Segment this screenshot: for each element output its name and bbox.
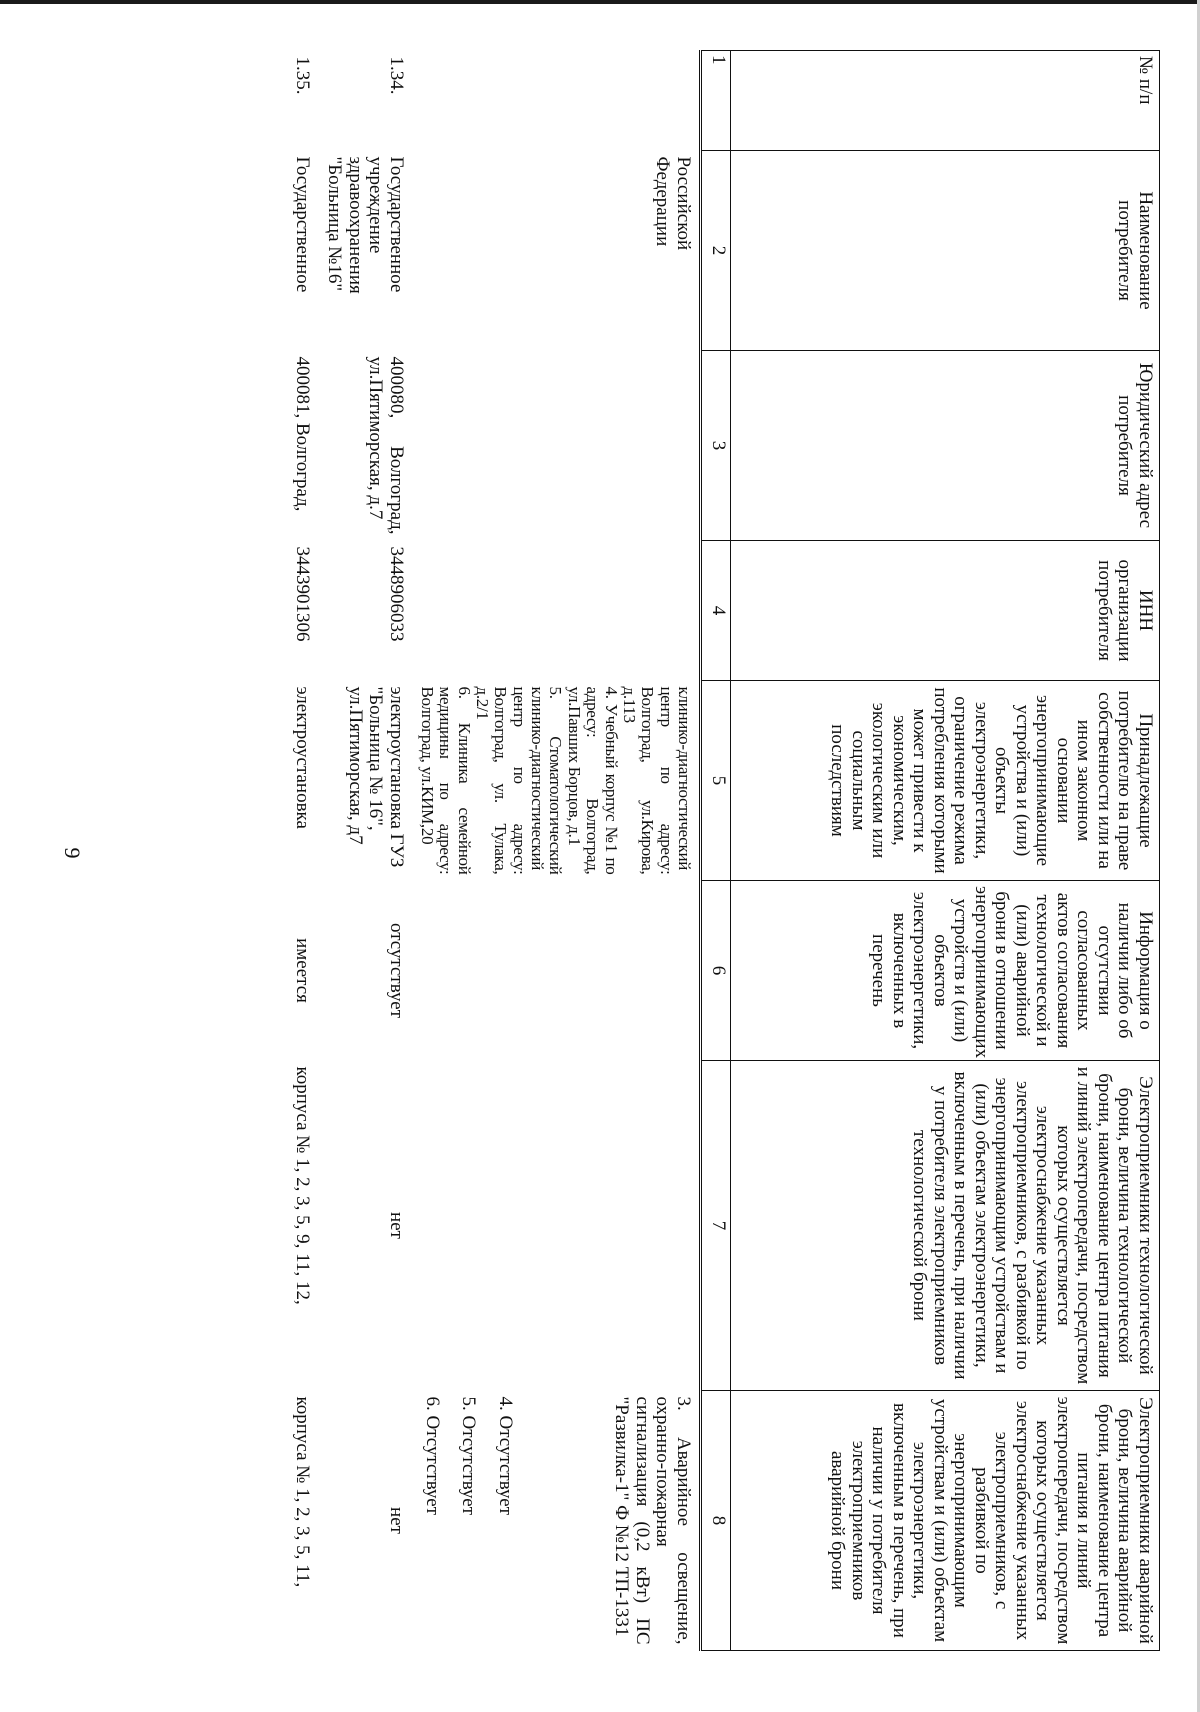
consumer-address: 400081, Волгоград, bbox=[291, 356, 313, 512]
tech-reserve-cell: нет bbox=[385, 1212, 407, 1239]
emergency-item: 6. Отсутствует bbox=[421, 1396, 443, 1516]
column-number: 7 bbox=[701, 1061, 731, 1391]
emergency-item: 5. Отсутствует bbox=[458, 1396, 480, 1516]
table-row bbox=[412, 51, 701, 1651]
header-devices: Принадлежащие потребителю на праве собственности или на ином законном основании энергопринимающие устройства и (или) объекты электроэнергетики, ограничение режима потребления которыми может привести к экономическим, экологическим или социальным последствиям bbox=[731, 681, 1160, 881]
consumer-address: 400080, Волгоград, ул.Пятиморская, д.7 bbox=[365, 356, 407, 535]
rotated-table-sheet bbox=[50, 50, 1160, 1650]
consumer-inn: 3448906033 bbox=[385, 546, 407, 642]
emergency-reserve-cell: нет bbox=[385, 1507, 407, 1534]
devices-cell: электроустановка bbox=[291, 686, 313, 829]
column-number: 4 bbox=[701, 541, 731, 681]
device-item: 5. Стоматологический клинико-диагностический центр по адресу: Волгоград, ул. Тулака, д.2/1 bbox=[473, 686, 566, 875]
header-address: Юридический адрес потребителя bbox=[731, 351, 1160, 541]
header-inn: ИНН организации потребителя bbox=[731, 541, 1160, 681]
acts-cell: отсутствует bbox=[385, 922, 407, 1019]
emergency-item: 3. Аварийное освещение, охранно-пожарная сигнализация (0,2 кВт) ПС "Развилка-1" Ф №12 ТП-1331 bbox=[611, 1396, 694, 1645]
page-top-edge bbox=[0, 0, 1200, 4]
consumer-table bbox=[285, 50, 1160, 1651]
device-item: 6. Клиника семейной медицины по адресу: Волгоград, ул.КИМ,20 bbox=[417, 686, 474, 875]
row-number: 1.34. bbox=[385, 56, 407, 95]
consumer-inn: 3443901306 bbox=[291, 546, 313, 642]
column-number: 1 bbox=[701, 51, 731, 151]
header-num: № п/п bbox=[731, 51, 1160, 151]
consumer-name: Государственное bbox=[291, 156, 313, 293]
column-number: 8 bbox=[701, 1391, 731, 1651]
header-acts: Информация о наличии либо об отсутствии согласованных актов согласования технологической и (или) аварийной брони в отношении энергопринимающих устройств и (или) объектов электроэнергетики, включенных в перечень bbox=[731, 881, 1160, 1061]
devices-cell: электроустановка ГУЗ "Больница № 16", ул.Пятиморская, д7 bbox=[344, 686, 407, 868]
device-item: клинико-диагностический центр по адресу: Волгоград, ул.Кирова, д.113 bbox=[619, 686, 694, 875]
row-number: 1.35. bbox=[291, 56, 313, 95]
consumer-name: Российской Федерации bbox=[652, 156, 694, 251]
column-number: 3 bbox=[701, 351, 731, 541]
column-number: 2 bbox=[701, 151, 731, 351]
emergency-reserve-cell: корпуса № 1, 2, 3, 5, 11, bbox=[291, 1396, 313, 1588]
column-number: 6 bbox=[701, 881, 731, 1061]
device-item: 4. Учебный корпус №1 по адресу: Волгоград, ул.Павших Борцов, д.1 bbox=[564, 686, 621, 875]
table-row bbox=[318, 51, 412, 1651]
column-number-row bbox=[701, 51, 731, 1651]
emergency-item: 4. Отсутствует bbox=[494, 1396, 516, 1516]
page-number: 9 bbox=[60, 847, 85, 859]
devices-cell bbox=[412, 681, 701, 881]
acts-cell: имеется bbox=[291, 938, 313, 1003]
column-number: 5 bbox=[701, 681, 731, 881]
header-name: Наименование потребителя bbox=[731, 151, 1160, 351]
header-emergency-reserve: Электроприемники аварийной брони, величина аварийной брони, наименование центра питания и линий электропередачи, посредством которых осуществляется электроснабжение указанных электроприемников, с разбивкой по энергопринимающим устройствам и (или) объектам электроэнергетики, включенным в перечень, при наличии у потребителя электроприемников аварийной брони bbox=[731, 1391, 1160, 1651]
tech-reserve-cell: корпуса № 1, 2, 3, 5, 9, 11, 12, bbox=[291, 1066, 313, 1305]
emergency-cell bbox=[412, 1391, 701, 1651]
table-row bbox=[285, 51, 318, 1651]
consumer-name: Государственное учреждение здравоохранения "Больница №16" bbox=[324, 156, 407, 294]
header-tech-reserve: Электроприемники технологической брони, величина технологической брони, наименование центра питания и линий электропередачи, посредством которых осуществляется электроснабжение указанных электроприемников, с разбивкой по энергопринимающим устройствам и (или) объектам электроэнергетики, включенным в перечень, при наличии у потребителя электроприемников технологической брони bbox=[731, 1061, 1160, 1391]
header-row bbox=[731, 51, 1160, 1651]
